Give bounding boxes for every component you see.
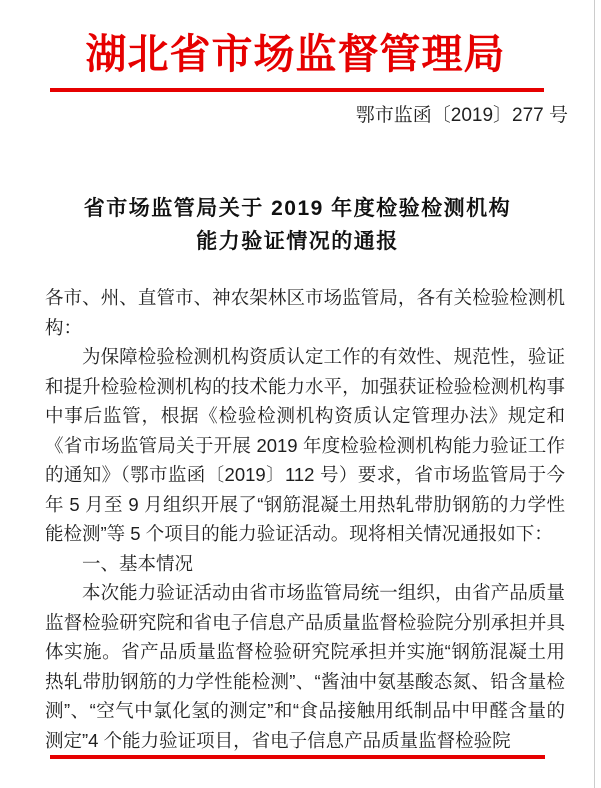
paragraph-salutation: 各市、州、直管市、神农架林区市场监管局，各有关检验检测机构： (45, 287, 565, 338)
document-body (45, 283, 565, 755)
paragraph-para-basic-situation: 本次能力验证活动由省市场监管局统一组织，由省产品质量监督检验研究院和省电子信息产品质量监督检验院分别承担并具体实施。省产品质量监督检验研究院承担并实施“钢筋混凝土用热轧带肋钢筋的力学性能检测”、“酱油中氨基酸态氮、铅含量检测”、“空气中氯化氢的测定”和“食品接触用纸制品中甲醛含量的测定”4 个能力验证项目，省电子信息产品质量监督检验院 (45, 582, 565, 751)
paragraph-para-background: 为保障检验检测机构资质认定工作的有效性、规范性，验证和提升检验检测机构的技术能力水平，加强获证检验检测机构事中事后监管，根据《检验检测机构资质认定管理办法》规定和《省市场监管局关于开展 2019 年度检验检测机构能力验证工作的通知》（鄂市监函〔2019〕112 号）要求，省市场监管局于今年 5 月至 9 月组织开展了“钢筋混凝土用热轧带肋钢筋的力学性能检测”等 5 个项目的能力验证活动。现将相关情况通报如下： (45, 346, 565, 544)
document-title-line-1: 省市场监管局关于 2019 年度检验检测机构 (83, 197, 512, 220)
document-number: 鄂市监函〔2019〕277 号 (355, 105, 568, 126)
footer-divider-line (50, 755, 545, 759)
page-right-border (594, 0, 595, 788)
document-title-line-2: 能力验证情况的通报 (196, 230, 399, 253)
agency-name: 湖北省市场监督管理局 (85, 31, 506, 77)
paragraph-section-heading-1: 一、基本情况 (82, 552, 194, 574)
document-title (0, 192, 595, 258)
letterhead-divider-line (50, 88, 544, 92)
